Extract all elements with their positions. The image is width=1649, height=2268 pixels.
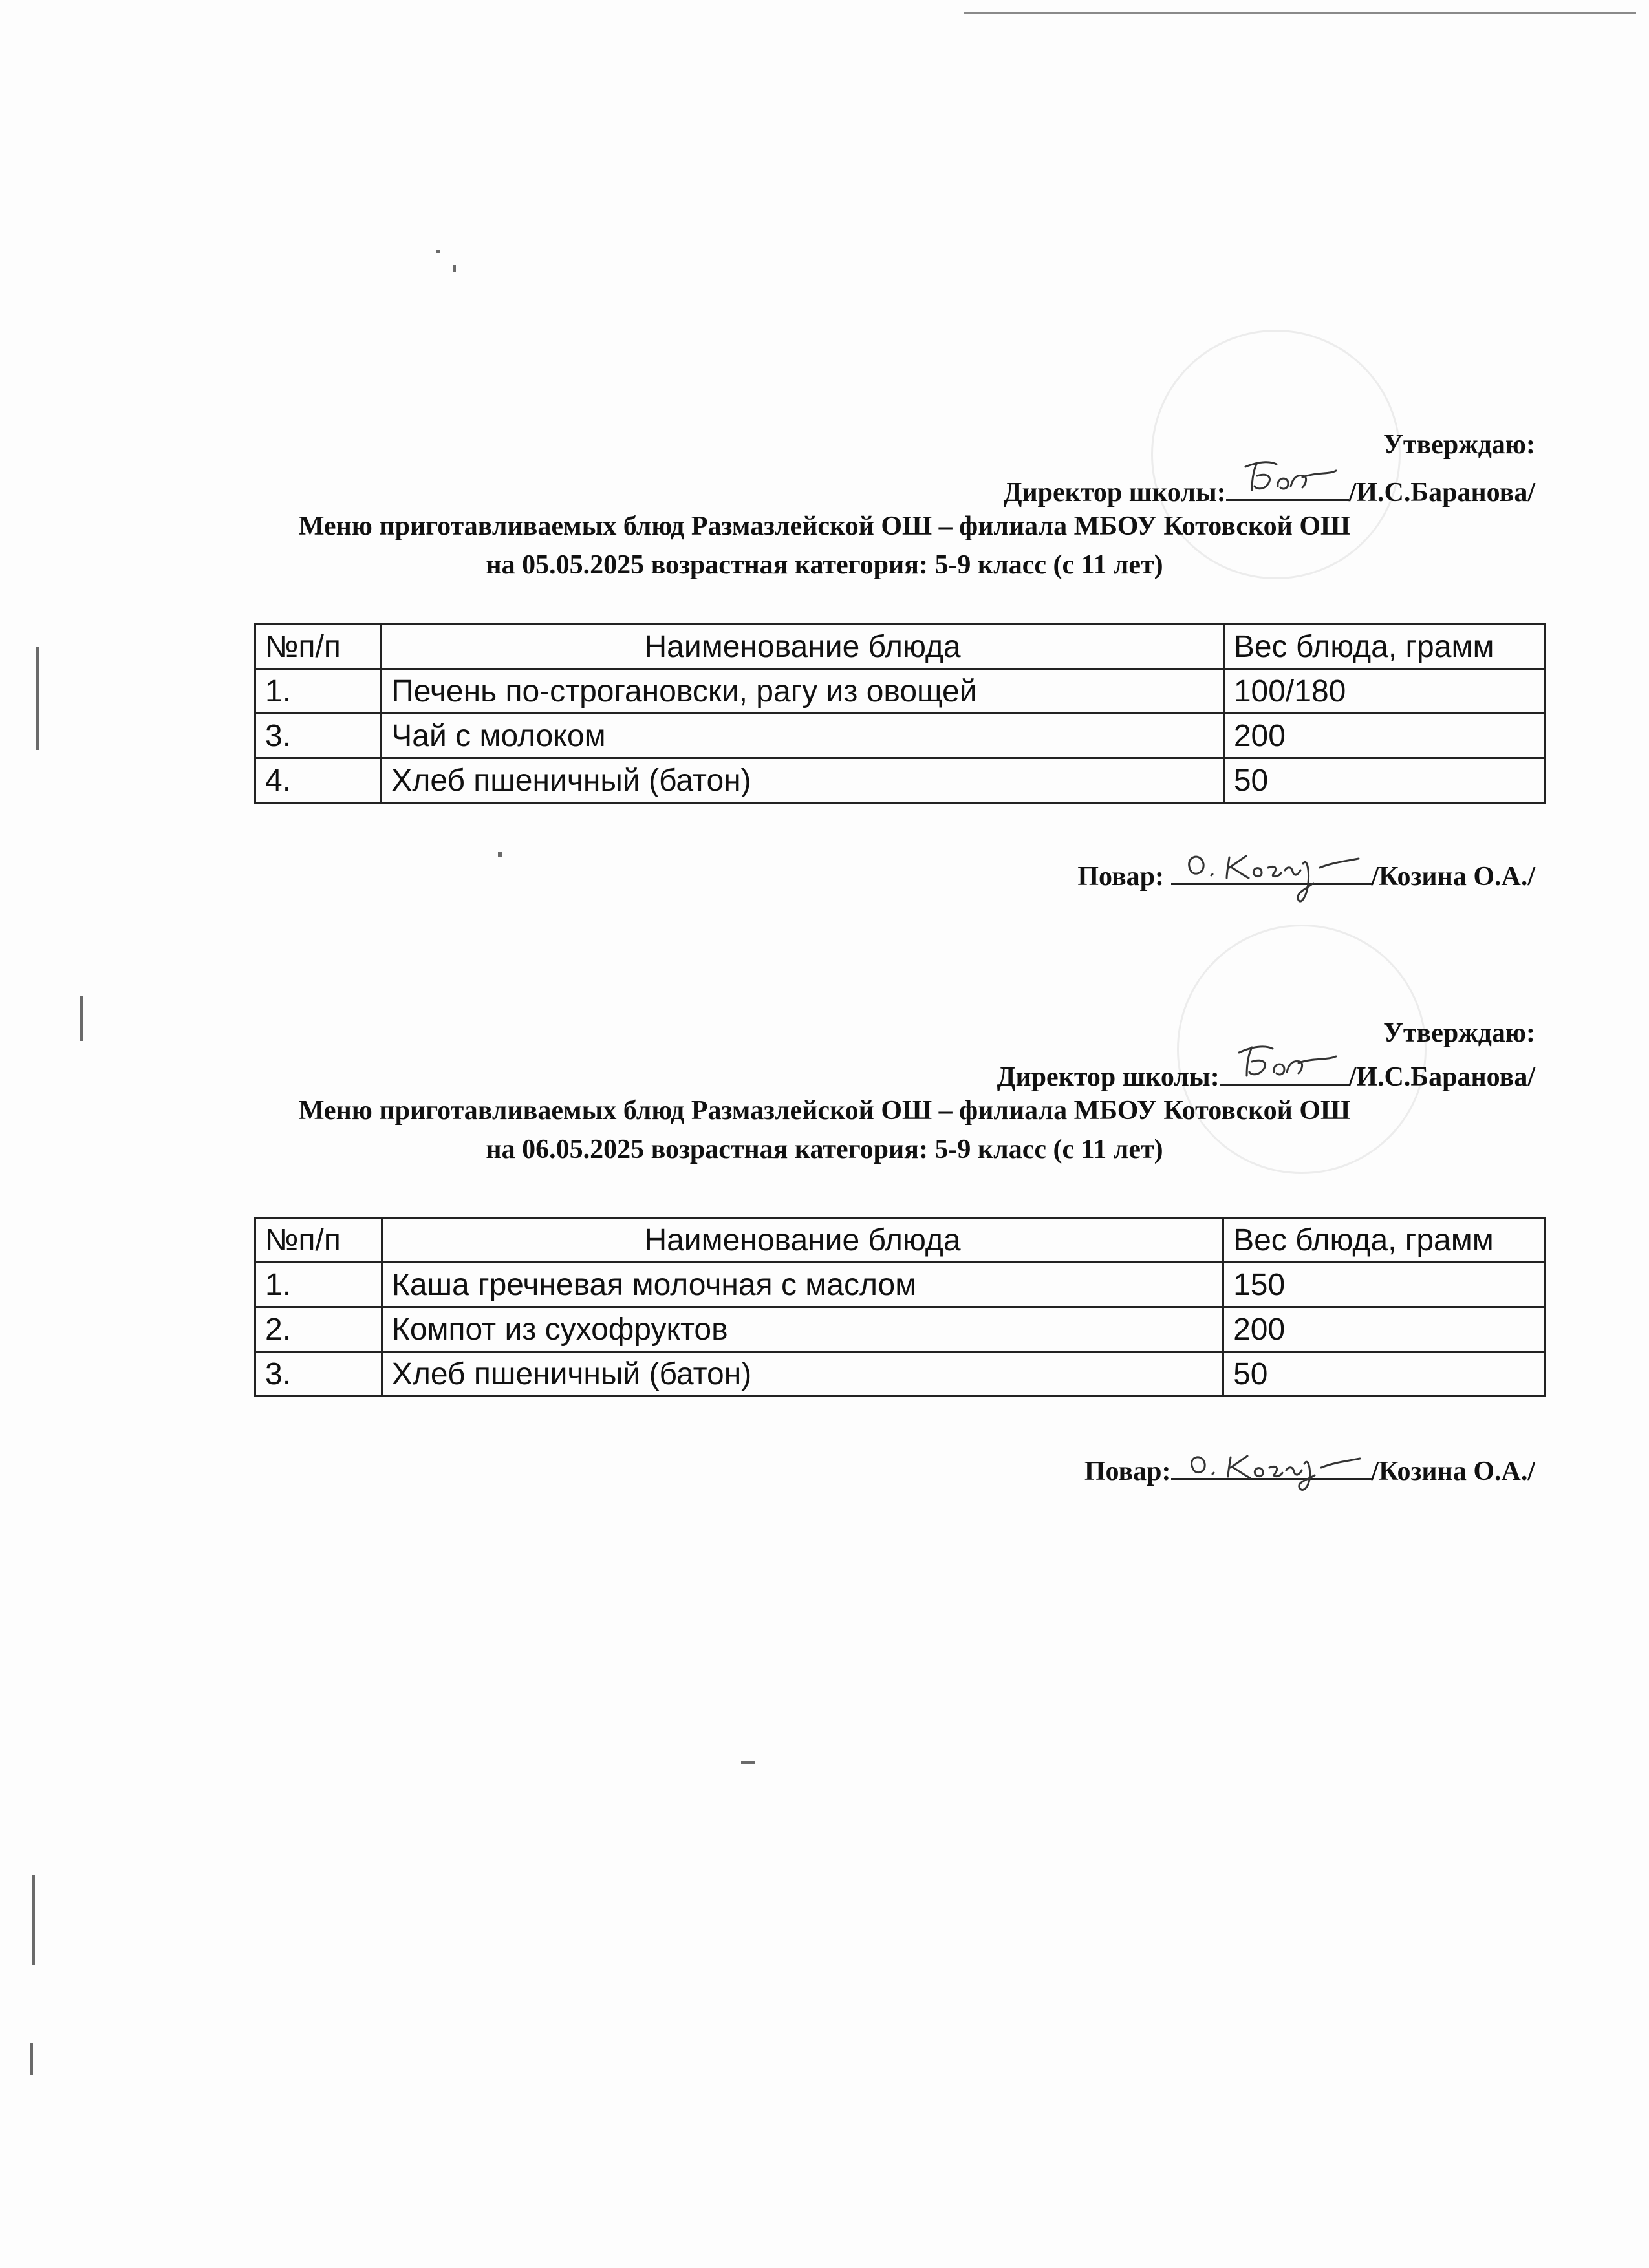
row-number: 2. — [255, 1307, 382, 1352]
cook-label: Повар: — [1077, 862, 1165, 892]
header-weight: Вес блюда, грамм — [1223, 625, 1544, 669]
director-label: Директор школы: — [1003, 478, 1226, 508]
scan-speck — [453, 265, 456, 272]
table-row — [255, 1307, 1545, 1352]
dish-weight: 50 — [1223, 758, 1544, 803]
director-signature — [1226, 471, 1349, 501]
menu-title: Меню приготавливаемых блюд Размазлейской ОШ – филиала МБОУ Котовской ОШ — [298, 1096, 1351, 1126]
approve-label: Утверждаю: — [1383, 430, 1535, 460]
dish-name: Компот из сухофруктов — [382, 1307, 1223, 1352]
director-line — [1004, 471, 1535, 508]
dish-name: Чай с молоком — [382, 714, 1224, 758]
director-label: Директор школы: — [997, 1062, 1220, 1092]
cook-name: /Козина О.А./ — [1371, 862, 1535, 892]
menu-title: Меню приготавливаемых блюд Размазлейской ОШ – филиала МБОУ Котовской ОШ — [298, 511, 1351, 541]
header-dish-name: Наименование блюда — [382, 625, 1224, 669]
dish-weight: 150 — [1223, 1263, 1545, 1307]
dish-name: Хлеб пшеничный (батон) — [382, 758, 1224, 803]
faint-stamp — [1151, 330, 1401, 579]
table-header-row — [255, 1218, 1545, 1263]
scan-speck — [436, 250, 440, 253]
director-name: /И.С.Баранова/ — [1348, 478, 1535, 508]
dish-weight: 50 — [1223, 1352, 1545, 1396]
header-number: №п/п — [255, 625, 382, 669]
table-row — [255, 1352, 1545, 1396]
dish-name: Хлеб пшеничный (батон) — [382, 1352, 1223, 1396]
cook-signature — [1171, 1450, 1372, 1480]
cook-line — [1077, 855, 1535, 892]
approve-label: Утверждаю: — [1383, 1018, 1535, 1048]
director-signature — [1220, 1055, 1349, 1086]
dish-weight: 200 — [1223, 1307, 1545, 1352]
row-number: 1. — [255, 669, 382, 714]
table-row — [255, 669, 1545, 714]
menu-subtitle: на 05.05.2025 возрастная категория: 5-9 класс (с 11 лет) — [486, 550, 1163, 580]
table-row — [255, 758, 1545, 803]
header-weight: Вес блюда, грамм — [1223, 1218, 1545, 1263]
cook-name: /Козина О.А./ — [1371, 1457, 1535, 1486]
row-number: 3. — [255, 1352, 382, 1396]
cook-signature — [1171, 855, 1372, 885]
dish-weight: 200 — [1223, 714, 1544, 758]
menu-table — [254, 623, 1546, 804]
table-row — [255, 714, 1545, 758]
row-number: 3. — [255, 714, 382, 758]
cook-label: Повар: — [1084, 1457, 1171, 1486]
dish-name: Печень по-строгановски, рагу из овощей — [382, 669, 1224, 714]
row-number: 4. — [255, 758, 382, 803]
scan-margin-mark — [32, 1875, 35, 1965]
menu-subtitle: на 06.05.2025 возрастная категория: 5-9 класс (с 11 лет) — [486, 1135, 1163, 1164]
dish-weight: 100/180 — [1223, 669, 1544, 714]
director-line — [997, 1055, 1535, 1093]
scan-margin-mark — [36, 647, 39, 750]
table-header-row — [255, 625, 1545, 669]
table-row — [255, 1263, 1545, 1307]
scan-margin-mark — [80, 996, 83, 1041]
menu-table — [254, 1217, 1546, 1397]
scan-edge-line — [964, 12, 1636, 14]
scan-margin-mark — [30, 2043, 33, 2075]
header-number: №п/п — [255, 1218, 382, 1263]
scan-speck — [741, 1761, 755, 1764]
scan-speck — [498, 852, 502, 857]
dish-name: Каша гречневая молочная с маслом — [382, 1263, 1223, 1307]
cook-line — [1084, 1450, 1535, 1487]
row-number: 1. — [255, 1263, 382, 1307]
director-name: /И.С.Баранова/ — [1348, 1062, 1535, 1092]
header-dish-name: Наименование блюда — [382, 1218, 1223, 1263]
